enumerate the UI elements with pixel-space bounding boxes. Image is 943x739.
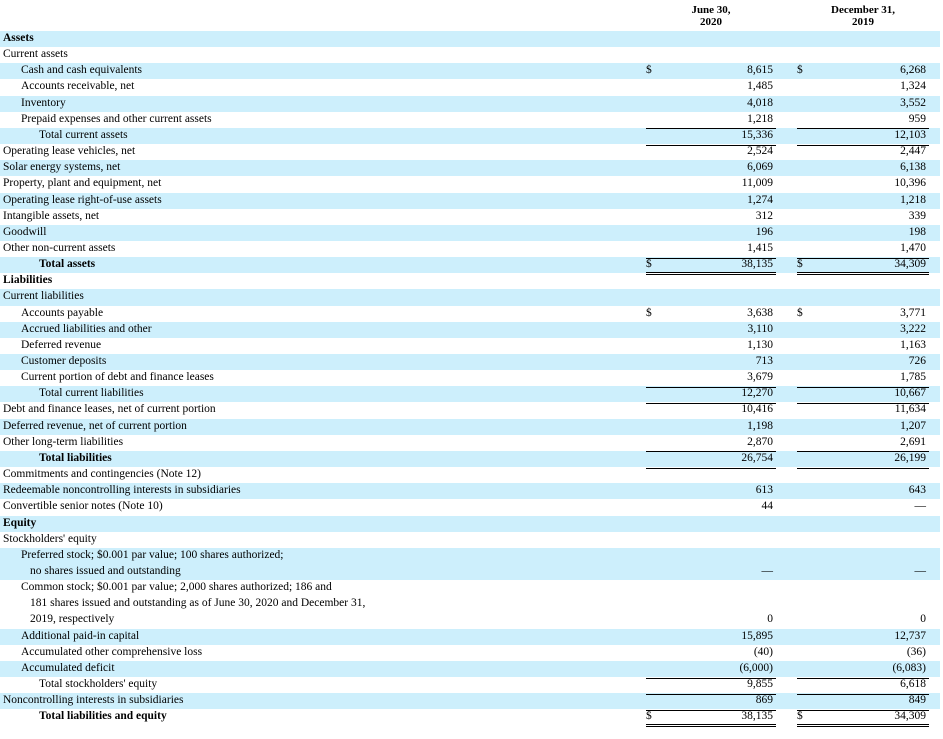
row-label: Convertible senior notes (Note 10) [3,500,163,513]
subtotal-rule [646,694,776,695]
statement-row [0,516,940,532]
row-label: Assets [3,32,34,44]
value-dec-2019: 26,199 [894,451,926,464]
row-label: Stockholders' equity [3,532,97,545]
row-label: Prepaid expenses and other current assets [21,112,212,125]
value-dec-2019: 34,309 [894,710,926,723]
value-june-2020: 3,110 [747,322,773,335]
value-dec-2019: 12,103 [894,128,926,141]
row-label: Other long-term liabilities [3,435,124,448]
row-label: Noncontrolling interests in subsidiaries [3,694,184,707]
statement-row [0,499,940,515]
value-dec-2019: 1,785 [900,371,926,384]
statement-row [0,31,940,47]
value-june-2020: 869 [755,694,773,707]
row-label: Intangible assets, net [3,209,100,222]
value-dec-2019: 6,138 [900,161,926,174]
statement-row [0,47,940,63]
subtotal-rule [797,403,929,404]
row-label: Additional paid-in capital [21,629,140,642]
dollar-sign-2019: $ [797,64,803,77]
value-dec-2019: 3,222 [900,322,926,335]
value-dec-2019: 849 [908,694,926,707]
row-label: Accounts receivable, net [21,80,135,93]
statement-row [0,338,940,354]
row-label: Accounts payable [21,306,104,319]
value-dec-2019: 198 [908,225,926,238]
value-dec-2019: (6,083) [892,661,926,674]
value-june-2020: 196 [755,225,773,238]
value-june-2020: 3,638 [747,306,773,319]
statement-row [0,79,940,95]
value-june-2020: 1,415 [747,241,773,254]
value-june-2020: 11,009 [741,177,773,190]
value-june-2020: 0 [767,613,773,626]
row-label: Total liabilities [39,451,112,464]
row-label: Customer deposits [21,355,107,367]
value-june-2020: (40) [753,645,773,658]
row-label: Current assets [3,48,68,61]
subtotal-rule [646,128,776,129]
subtotal-rule [646,710,776,711]
statement-row [0,225,940,241]
value-june-2020: 9,855 [747,678,773,690]
value-june-2020: 1,218 [747,112,773,125]
value-dec-2019: 34,309 [894,258,926,271]
value-june-2020: (6,000) [739,661,773,674]
value-dec-2019: 1,324 [900,80,926,93]
dollar-sign-2020: $ [646,64,652,77]
value-dec-2019: 1,207 [900,419,926,432]
statement-row [0,451,940,467]
statement-row [0,306,940,322]
statement-row [0,532,940,548]
subtotal-rule [797,128,929,129]
row-label: no shares issued and outstanding [30,564,181,577]
value-june-2020: 2,524 [747,145,773,158]
statement-row [0,241,940,257]
value-june-2020: 3,679 [747,371,773,384]
statement-row [0,483,940,499]
statement-row [0,257,940,273]
value-dec-2019: (36) [906,645,926,658]
value-june-2020: 12,270 [741,387,773,400]
value-june-2020: 713 [755,355,773,367]
statement-row [0,193,940,209]
row-label: Current portion of debt and finance leases [21,371,214,384]
total-double-rule [797,724,929,727]
value-june-2020: 1,130 [747,338,773,351]
value-dec-2019: 959 [908,112,926,125]
value-june-2020: 38,135 [741,258,773,271]
row-label: Accrued liabilities and other [21,322,152,335]
value-june-2020: 8,615 [747,64,773,77]
row-label: Goodwill [3,225,47,238]
statement-row [0,435,940,451]
statement-row [0,419,940,435]
subtotal-rule [646,451,776,452]
value-june-2020: 15,336 [741,128,773,141]
subtotal-rule [797,694,929,695]
value-dec-2019: — [914,564,926,577]
subtotal-rule [646,145,776,146]
row-label: Liabilities [3,274,53,287]
value-dec-2019: 3,552 [900,96,926,109]
statement-row [0,467,940,483]
row-label: 2019, respectively [30,613,115,626]
total-double-rule [646,724,776,727]
statement-row [0,176,940,192]
statement-row [0,209,940,225]
value-june-2020: 6,069 [747,161,773,174]
value-june-2020: 1,198 [747,419,773,432]
statement-row [0,128,940,144]
subtotal-rule [646,387,776,388]
row-label: Common stock; $0.001 par value; 2,000 shares authorized; 186 and [21,581,332,594]
statement-row [0,112,940,128]
statement-row [0,289,940,305]
subtotal-rule [797,710,929,711]
row-label: Solar energy systems, net [3,161,121,174]
row-label: Operating lease vehicles, net [3,145,136,158]
row-label: Cash and cash equivalents [21,64,143,77]
value-dec-2019: 12,737 [894,629,926,642]
statement-row [0,386,940,402]
subtotal-rule [797,145,929,146]
subtotal-rule [797,468,929,469]
value-june-2020: 1,274 [747,193,773,206]
dollar-sign-2020: $ [646,710,652,723]
value-june-2020: 38,135 [741,710,773,723]
subtotal-rule [797,258,929,259]
dollar-sign-2019: $ [797,258,803,271]
row-label: Current liabilities [3,290,84,303]
row-label: Operating lease right-of-use assets [3,193,162,206]
dollar-sign-2020: $ [646,258,652,271]
statement-row [0,370,940,386]
statement-row [0,144,940,160]
row-label: Total current assets [39,128,128,141]
dollar-sign-2020: $ [646,306,652,319]
row-label: Equity [3,516,37,529]
subtotal-rule [646,468,776,469]
row-label: Deferred revenue [21,338,102,351]
dollar-sign-2019: $ [797,710,803,723]
value-dec-2019: 643 [908,484,926,497]
statement-row [0,160,940,176]
column-header-june-2020: June 30, 2020 [646,4,776,33]
value-june-2020: 4,018 [747,96,773,109]
value-dec-2019: 0 [920,613,926,626]
row-label: 181 shares issued and outstanding as of June 30, 2020 and December 31, [30,597,366,610]
value-june-2020: 2,870 [747,435,773,448]
value-dec-2019: 10,667 [894,387,926,400]
row-label: Property, plant and equipment, net [3,177,162,190]
row-label: Other non-current assets [3,241,116,254]
value-june-2020: 1,485 [747,80,773,93]
value-dec-2019: 726 [908,355,926,367]
value-dec-2019: 10,396 [894,177,926,190]
value-dec-2019: 1,218 [900,193,926,206]
statement-row [0,645,940,661]
statement-row [0,548,940,580]
row-label: Deferred revenue, net of current portion [3,419,187,432]
value-dec-2019: 11,634 [894,403,926,416]
column-header-dec-2019: December 31, 2019 [797,4,929,33]
statement-row [0,63,940,79]
value-dec-2019: 6,268 [900,64,926,77]
dollar-sign-2019: $ [797,306,803,319]
statement-row [0,661,940,677]
row-label: Debt and finance leases, net of current portion [3,403,216,416]
value-dec-2019: — [914,500,926,513]
subtotal-rule [646,403,776,404]
statement-row [0,693,940,709]
value-dec-2019: 339 [908,209,926,222]
value-dec-2019: 3,771 [900,306,926,319]
row-label: Total liabilities and equity [39,710,167,723]
row-label: Preferred stock; $0.001 par value; 100 shares authorized; [21,548,284,561]
subtotal-rule [797,451,929,452]
value-dec-2019: 6,618 [900,678,926,690]
statement-row [0,322,940,338]
value-june-2020: 10,416 [741,403,773,416]
statement-row [0,580,940,628]
statement-row [0,677,940,693]
value-dec-2019: 1,163 [900,338,926,351]
statement-row [0,402,940,418]
value-dec-2019: 1,470 [900,241,926,254]
value-june-2020: 44 [761,500,773,513]
row-label: Total stockholders' equity [39,678,158,690]
statement-row [0,354,940,370]
value-june-2020: 26,754 [741,451,773,464]
subtotal-rule [797,678,929,679]
subtotal-rule [646,258,776,259]
value-dec-2019: 2,691 [900,435,926,448]
value-dec-2019: 2,447 [900,145,926,158]
row-label: Redeemable noncontrolling interests in subsidiaries [3,484,241,497]
row-label: Commitments and contingencies (Note 12) [3,468,202,481]
statement-row [0,709,940,725]
row-label: Total assets [39,258,96,271]
subtotal-rule [646,678,776,679]
row-label: Total current liabilities [39,387,144,400]
statement-row [0,273,940,289]
value-june-2020: — [761,564,773,577]
value-june-2020: 312 [755,209,773,222]
row-label: Accumulated other comprehensive loss [21,645,203,658]
row-label: Accumulated deficit [21,661,115,674]
value-june-2020: 15,895 [741,629,773,642]
statement-row [0,96,940,112]
value-june-2020: 613 [755,484,773,497]
row-label: Inventory [21,96,66,109]
subtotal-rule [797,387,929,388]
statement-row [0,629,940,645]
